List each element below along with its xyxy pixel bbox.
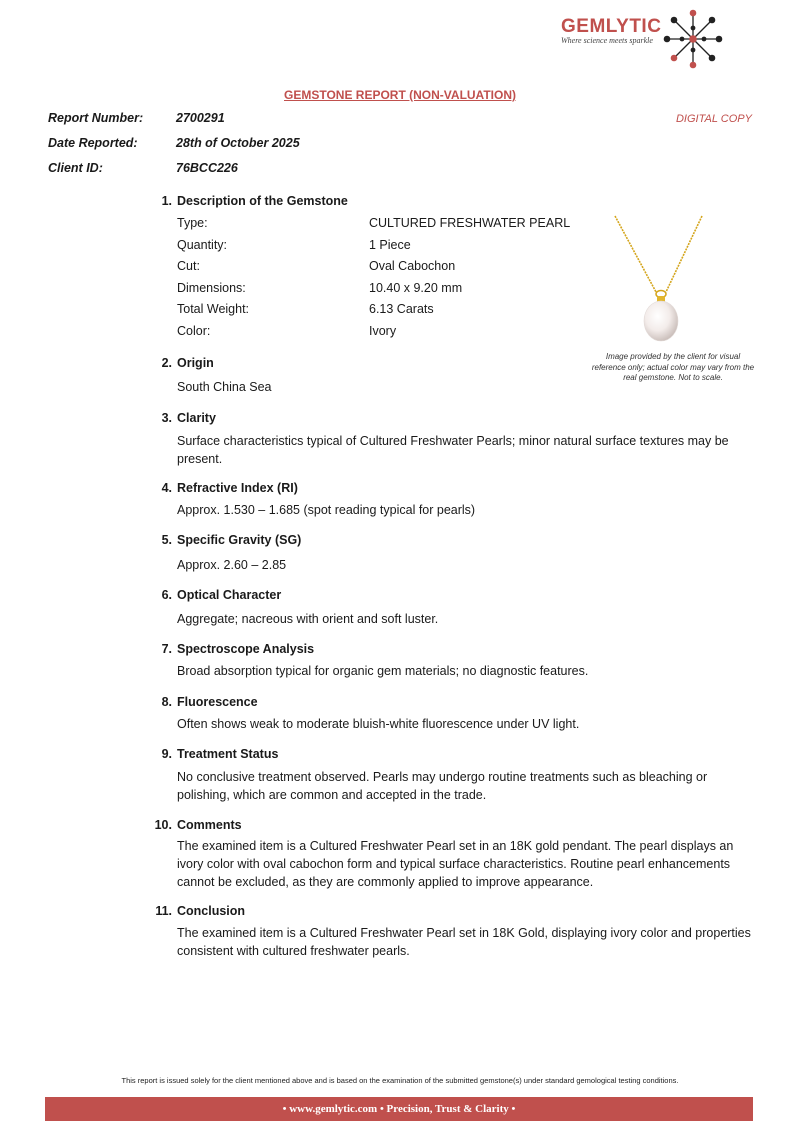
section-number: 9. [161, 747, 172, 761]
section-number: 10. [154, 818, 172, 832]
section-body-treatment: No conclusive treatment observed. Pearls may undergo routine treatments such as bleaching or polishing, which are common and accepted in the trade. [177, 770, 708, 802]
section-number: 3. [161, 411, 172, 425]
section-title-optical-character: Optical Character [177, 588, 282, 602]
section-title-treatment: Treatment Status [177, 747, 279, 761]
section-body-specific-gravity: Approx. 2.60 – 2.85 [177, 558, 287, 572]
spec-label: Dimensions: [177, 281, 246, 295]
spec-value: 6.13 Carats [369, 302, 434, 316]
section-title-conclusion: Conclusion [177, 904, 246, 918]
section-number: 7. [161, 642, 172, 656]
spec-value: Ivory [369, 324, 397, 338]
section-body-clarity: Surface characteristics typical of Cultured Freshwater Pearls; minor natural surface textures may be present. [177, 434, 729, 466]
report-number-label: Report Number: [48, 111, 144, 125]
section-number: 8. [161, 695, 172, 709]
section-title-clarity: Clarity [177, 411, 216, 425]
section-body-fluorescence: Often shows weak to moderate bluish-white fluorescence under UV light. [177, 717, 580, 731]
section-body-spectroscope: Broad absorption typical for organic gem materials; no diagnostic features. [177, 664, 589, 678]
section-body-comments: The examined item is a Cultured Freshwater Pearl set in an 18K gold pendant. The pearl displays an ivory color with oval cabochon form and typical surface characteristics. Routine pearl enhancements cannot be excluded, as they are commonly applied to improve appearance. [177, 839, 734, 889]
section-title-description: Description of the Gemstone [177, 194, 348, 208]
spec-label: Cut: [177, 259, 200, 273]
section-number: 2. [161, 356, 172, 370]
section-number: 6. [161, 588, 172, 602]
spec-label: Total Weight: [177, 302, 250, 316]
section-title-refractive-index: Refractive Index (RI) [177, 481, 298, 495]
footer-bar: • www.gemlytic.com • Precision, Trust & Clarity • [45, 1097, 753, 1121]
gemlytic-logo-icon [662, 8, 724, 70]
section-title-specific-gravity: Specific Gravity (SG) [177, 533, 302, 547]
section-body-refractive-index: Approx. 1.530 – 1.685 (spot reading typical for pearls) [177, 503, 476, 517]
client-id-value: 76BCC226 [176, 161, 238, 175]
pearl-pendant-image [610, 214, 710, 354]
brand-name: GEMLYTIC [561, 16, 662, 37]
spec-value: 10.40 x 9.20 mm [369, 281, 463, 295]
section-title-fluorescence: Fluorescence [177, 695, 258, 709]
digital-copy-badge: DIGITAL COPY [675, 113, 752, 125]
spec-value: Oval Cabochon [369, 259, 456, 273]
report-number-value: 2700291 [176, 111, 225, 125]
section-body-conclusion: The examined item is a Cultured Freshwater Pearl set in 18K Gold, displaying ivory color and properties consistent with cultured freshwater pearls. [177, 926, 751, 958]
section-number: 4. [161, 481, 172, 495]
footnote: This report is issued solely for the client mentioned above and is based on the examination of the submitted gemstone(s) under standard gemological testing conditions. [121, 1076, 679, 1085]
section-body-optical-character: Aggregate; nacreous with orient and soft luster. [177, 612, 439, 626]
section-title-comments: Comments [177, 818, 242, 832]
spec-label: Type: [177, 216, 208, 230]
section-number: 11. [155, 904, 172, 918]
spec-label: Color: [177, 324, 211, 338]
section-body-origin: South China Sea [177, 380, 272, 394]
section-number: 1. [161, 194, 172, 208]
spec-value: 1 Piece [369, 238, 411, 252]
brand-tagline: Where science meets sparkle [561, 36, 653, 45]
image-caption: Image provided by the client for visual reference only; actual color may vary from the real gemstone. Not to scale. [591, 352, 755, 382]
section-number: 5. [161, 533, 172, 547]
section-title-origin: Origin [177, 356, 214, 370]
section-title-spectroscope: Spectroscope Analysis [177, 642, 315, 656]
report-title: GEMSTONE REPORT (NON-VALUATION) [284, 88, 516, 102]
client-id-label: Client ID: [48, 161, 103, 175]
spec-label: Quantity: [177, 238, 228, 252]
spec-value: CULTURED FRESHWATER PEARL [369, 216, 571, 230]
date-reported-label: Date Reported: [48, 136, 138, 150]
date-reported-value: 28th of October 2025 [176, 136, 300, 150]
